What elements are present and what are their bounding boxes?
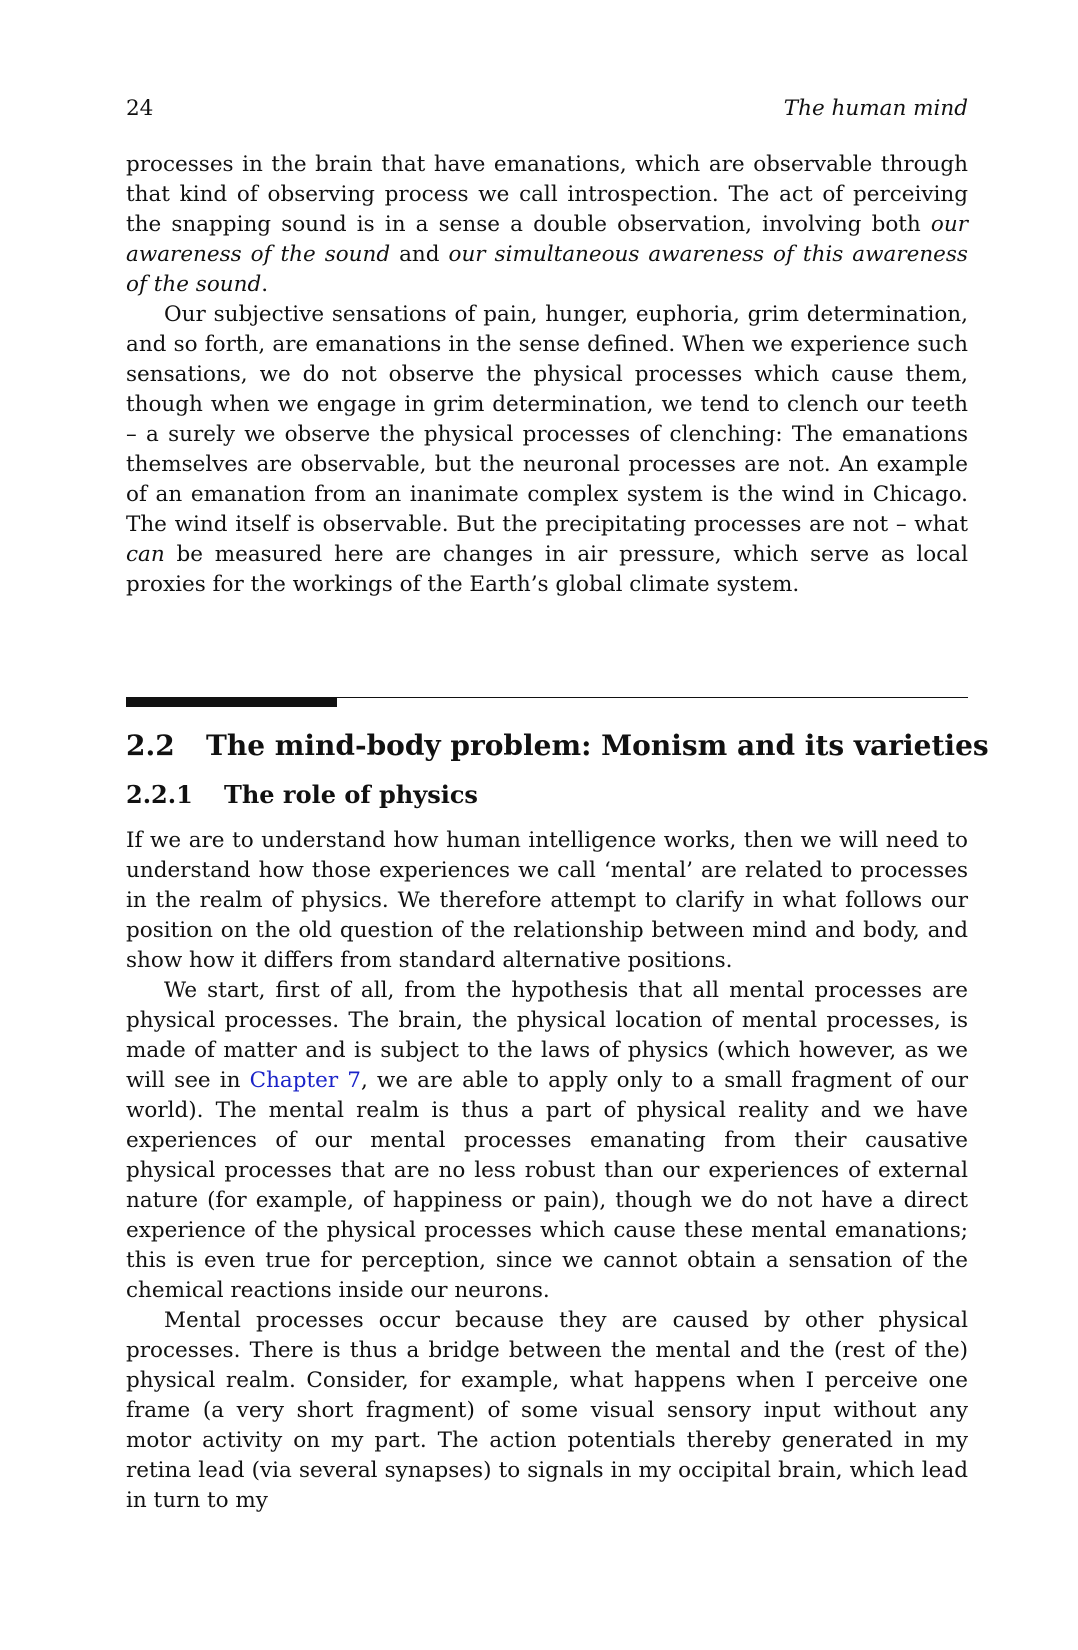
text-run: processes in the brain that have emanations, which are observable through that kind of observing process we call introspection. The act of perceiving the snapping sound is in a sense a double observation, involving both bbox=[126, 152, 968, 237]
chapter-7-link[interactable]: Chapter 7 bbox=[249, 1068, 361, 1093]
emphasis-text: can bbox=[126, 542, 165, 567]
running-header bbox=[126, 94, 968, 124]
subsection-title: The role of physics bbox=[224, 780, 478, 809]
subsection-heading bbox=[126, 779, 968, 811]
body-text-block-top bbox=[126, 150, 968, 600]
section-heading bbox=[126, 728, 989, 764]
paragraph-continuation bbox=[126, 150, 968, 300]
paragraph-emanations bbox=[126, 300, 968, 600]
running-title: The human mind bbox=[783, 96, 968, 121]
text-run: . bbox=[261, 272, 269, 297]
text-run: and bbox=[390, 242, 449, 267]
section-number: 2.2 bbox=[126, 729, 175, 762]
paragraph-intro: If we are to understand how human intelligence works, then we will need to understand how those experiences we call ‘mental’ are related to processes in the realm of physics. We therefore attempt to clarify in what follows our position on the old question of the relationship between mind and body, and show how it differs from standard alternative positions. bbox=[126, 828, 968, 973]
emphasis-text: our simultaneous awareness of this awareness of the sound bbox=[126, 242, 968, 297]
text-run: We start, first of all, from the hypothesis that all mental processes are physical processes. The brain, the physical location of mental processes, is made of matter and is subject to the laws of physics (which however, as we will see in bbox=[126, 978, 968, 1093]
page-number: 24 bbox=[126, 96, 154, 121]
paragraph-mental-processes: Mental processes occur because they are caused by other physical processes. There is thus a bridge between the mental and the (rest of the) physical realm. Consider, for example, what happens when I perceive one frame (a very short fragment) of some visual sensory input without any motor activity on my part. The action potentials thereby generated in my retina lead (via several synapses) to signals in my occipital brain, which lead in turn to my bbox=[126, 1308, 968, 1513]
section-title: The mind-body problem: Monism and its varieties bbox=[206, 729, 989, 762]
text-run: , we are able to apply only to a small fragment of our world). The mental realm is thus a part of physical reality and we have experiences of our mental processes emanating from their causative physical processes that are no less robust than our experiences of external nature (for example, of happiness or pain), though we do not have a direct experience of the physical processes which cause these mental emanations; this is even true for perception, since we cannot obtain a sensation of the chemical reactions inside our neurons. bbox=[126, 1068, 968, 1303]
text-run: Our subjective sensations of pain, hunger, euphoria, grim determination, and so forth, are emanations in the sense defined. When we experience such sensations, we do not observe the physical processes which cause them, though when we engage in grim determination, we tend to clench our teeth – a surely we observe the physical processes of clenching: The emanations themselves are observable, but the neuronal processes are not. An example of an emanation from an inanimate complex system is the wind in Chicago. The wind itself is observable. But the precipitating processes are not – what bbox=[126, 302, 968, 537]
subsection-number: 2.2.1 bbox=[126, 780, 193, 809]
section-rule-accent bbox=[126, 697, 337, 707]
emphasis-text: our awareness of the sound bbox=[126, 212, 968, 267]
text-run: be measured here are changes in air pressure, which serve as local proxies for the workings of the Earth’s global climate system. bbox=[126, 542, 968, 597]
paragraph-hypothesis bbox=[126, 976, 968, 1306]
body-text-block-section bbox=[126, 826, 968, 1516]
